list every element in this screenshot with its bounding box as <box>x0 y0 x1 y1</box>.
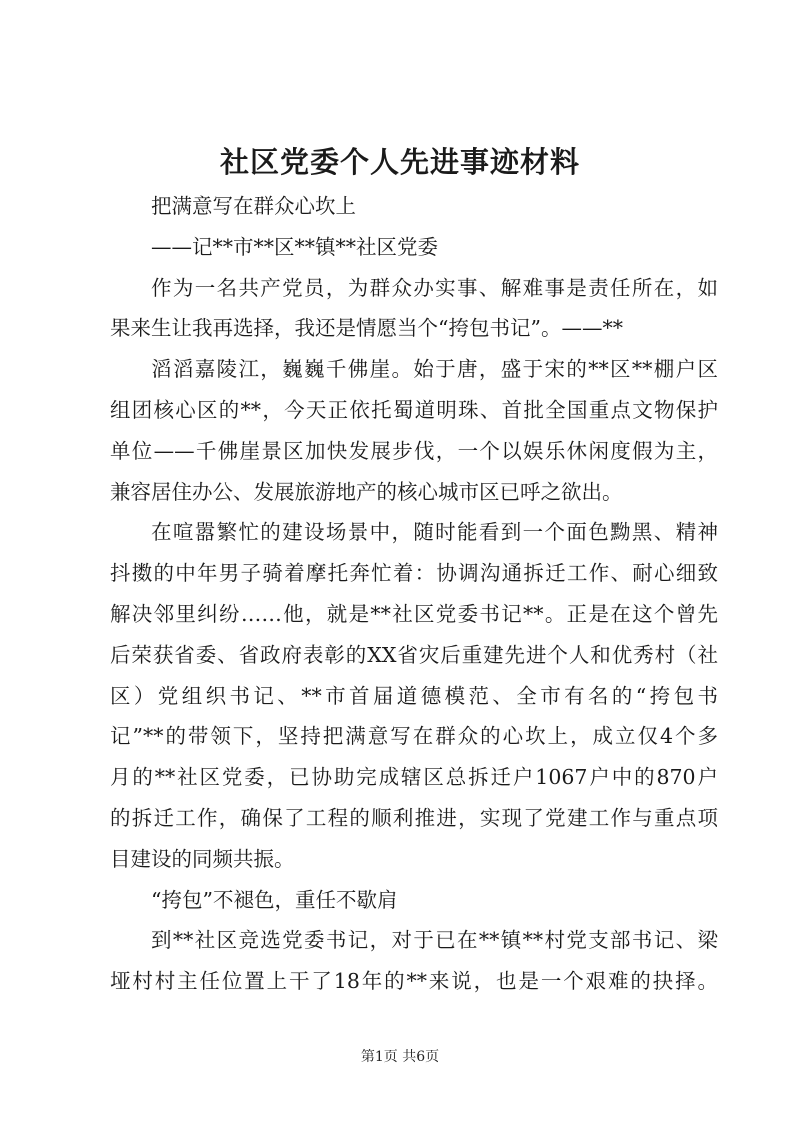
paragraph-line: 在喧嚣繁忙的建设场景中，随时能看到一个面色黝黑、精神 <box>151 520 718 545</box>
document-body <box>110 186 718 1002</box>
subtitle-byline: ——记**市**区**镇**社区党委 <box>151 234 438 259</box>
paragraph-line: 作为一名共产党员，为群众办实事、解难事是责任所在，如 <box>151 275 718 300</box>
paragraph-line: 的拆迁工作，确保了工程的顺利推进，实现了党建工作与重点项 <box>110 805 718 830</box>
paragraph-line: 月的**社区党委，已协助完成辖区总拆迁户1067户中的870户 <box>110 765 718 790</box>
paragraph-line: 到**社区竞选党委书记，对于已在**镇**村党支部书记、梁 <box>151 928 718 953</box>
page-number-footer: 第1页 共6页 <box>360 1049 440 1065</box>
document-title: 社区党委个人先进事迹材料 <box>219 145 580 179</box>
paragraph-line: 果来生让我再选择，我还是情愿当个“挎包书记”。——** <box>110 316 623 341</box>
paragraph-line: 滔滔嘉陵江，巍巍千佛崖。始于唐，盛于宋的**区**棚户区 <box>151 357 718 382</box>
subtitle-line: 把满意写在群众心坎上 <box>151 194 356 218</box>
paragraph-line: 解决邻里纠纷……他，就是**社区党委书记**。正是在这个曾先 <box>110 601 718 626</box>
section-heading: “挎包”不褪色，重任不歇肩 <box>151 887 398 912</box>
paragraph-line: 目建设的同频共振。 <box>110 846 295 871</box>
paragraph-line: 单位——千佛崖景区加快发展步伐，一个以娱乐休闲度假为主， <box>110 438 718 463</box>
paragraph-line: 后荣获省委、省政府表彰的XX省灾后重建先进个人和优秀村（社 <box>110 642 718 667</box>
paragraph-line: 记”**的带领下，坚持把满意写在群众的心坎上，成立仅4个多 <box>110 724 718 749</box>
paragraph-line: 组团核心区的**，今天正依托蜀道明珠、首批全国重点文物保护 <box>110 397 718 422</box>
paragraph-line: 兼容居住办公、发展旅游地产的核心城市区已呼之欲出。 <box>110 479 623 504</box>
paragraph-line: 区）党组织书记、**市首届道德模范、全市有名的“挎包书 <box>110 683 718 708</box>
paragraph-line: 抖擞的中年男子骑着摩托奔忙着：协调沟通拆迁工作、耐心细致 <box>110 561 718 586</box>
paragraph-line: 垭村村主任位置上干了18年的**来说，也是一个艰难的抉择。 <box>110 969 718 994</box>
